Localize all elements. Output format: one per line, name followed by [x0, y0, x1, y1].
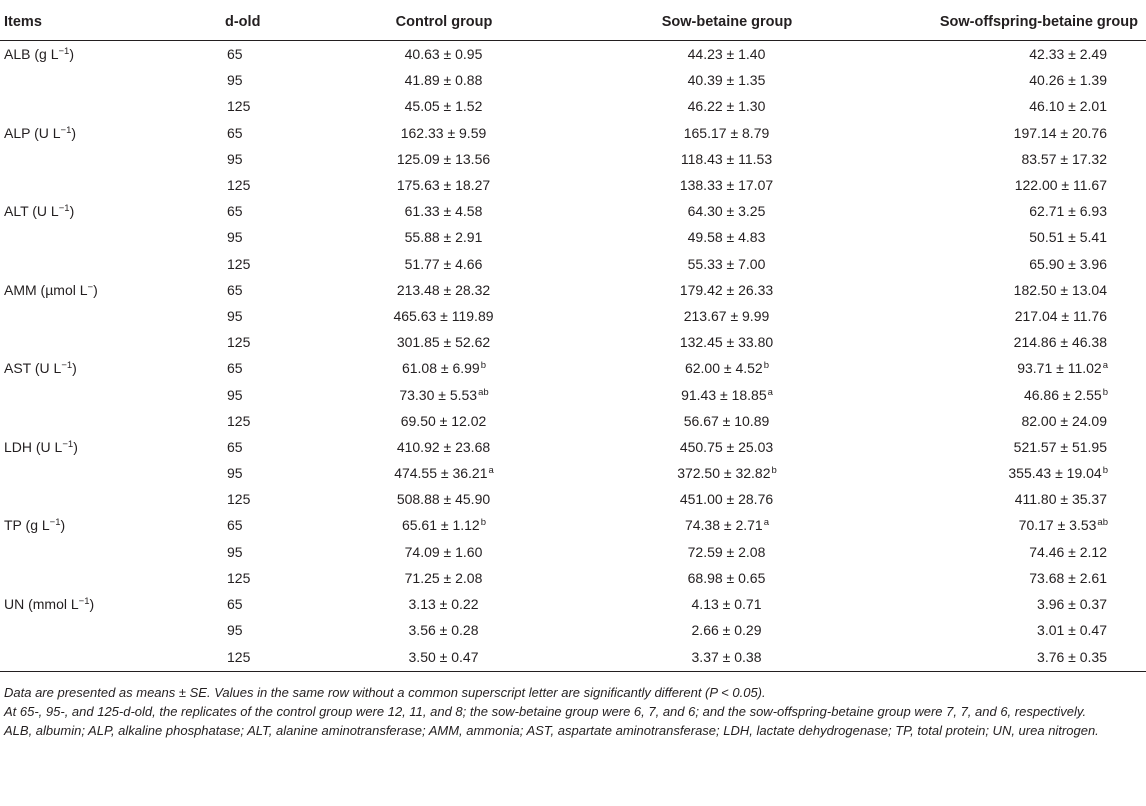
sow-betaine-value-cell: [583, 434, 841, 460]
item-label-tail: ): [89, 596, 95, 613]
footnote-abbreviations: ALB, albumin; ALP, alkaline phosphatase; ALT, alanine aminotransferase; AMM, ammonia; AST, aspartate aminotransferase; LDH, lactate dehydrogenase; TP, total protein; UN, urea nitrogen.: [4, 723, 1099, 739]
d-old-cell: 125: [227, 569, 251, 586]
item-label-tail: ): [73, 438, 78, 455]
control-value-cell: [305, 41, 583, 68]
sow-offspring-betaine-value-cell: [841, 512, 1146, 538]
mean-se-value: 410.92 ± 23.68: [396, 438, 491, 455]
mean-se-value: 44.23 ± 1.40: [687, 46, 766, 63]
mean-se-value: 521.57 ± 51.95: [1013, 438, 1107, 455]
table-row: [0, 303, 1146, 329]
sow-betaine-value-cell: [583, 539, 841, 565]
sow-betaine-value-cell: [583, 41, 841, 68]
sow-offspring-betaine-value-cell: [841, 434, 1146, 460]
significance-superscript: a: [488, 465, 494, 477]
mean-se-value: 122.00 ± 11.67: [1014, 177, 1107, 194]
table-row: [0, 41, 1146, 68]
d-old-cell: 95: [227, 229, 243, 246]
mean-se-value: 71.25 ± 2.08: [404, 569, 483, 586]
item-label: AST (U L: [4, 360, 62, 377]
sow-betaine-value-cell: [583, 512, 841, 538]
mean-se-value: 3.50 ± 0.47: [408, 649, 479, 666]
table-row: [0, 224, 1146, 250]
sow-offspring-betaine-value-cell: [841, 224, 1146, 250]
sow-offspring-betaine-value-cell: [841, 565, 1146, 591]
mean-se-value: 56.67 ± 10.89: [683, 412, 770, 429]
control-value-cell: [305, 198, 583, 224]
mean-se-value: 138.33 ± 17.07: [679, 177, 774, 194]
mean-se-value: 118.43 ± 11.53: [680, 150, 773, 167]
mean-se-value: 125.09 ± 13.56: [396, 150, 491, 167]
sow-betaine-value-cell: [583, 460, 841, 486]
control-value-cell: [305, 93, 583, 119]
mean-se-value: 55.88 ± 2.91: [404, 229, 483, 246]
item-cell: [0, 408, 185, 434]
mean-se-value: 72.59 ± 2.08: [687, 543, 766, 560]
mean-se-value: 411.80 ± 35.37: [1014, 491, 1107, 508]
d-old-cell: 125: [185, 643, 305, 672]
significance-superscript: b: [480, 360, 487, 372]
control-value-cell: [305, 539, 583, 565]
sow-offspring-betaine-value-cell: [841, 591, 1146, 617]
item-cell: [0, 251, 185, 277]
item-cell: [0, 512, 185, 538]
item-unit-superscript: −1: [58, 46, 70, 58]
item-label-tail: ): [71, 124, 77, 141]
control-value-cell: [305, 408, 583, 434]
item-cell: [0, 224, 185, 250]
item-unit-superscript: −1: [49, 517, 61, 529]
sow-betaine-value-cell: [583, 120, 841, 146]
item-cell: [0, 355, 185, 381]
mean-se-value: 2.66 ± 0.29: [691, 622, 762, 639]
sow-offspring-betaine-value-cell: [841, 172, 1146, 198]
header-control-group: Control group: [305, 4, 583, 41]
mean-se-value: 301.85 ± 52.62: [396, 334, 491, 351]
mean-se-value: 70.17 ± 3.53: [1018, 517, 1097, 534]
mean-se-value: 46.22 ± 1.30: [687, 98, 766, 115]
table-row: [0, 329, 1146, 355]
sow-betaine-value-cell: [583, 381, 841, 407]
table-row: [0, 67, 1146, 93]
d-old-cell: 125: [227, 255, 251, 272]
mean-se-value: 62.71 ± 6.93: [1029, 203, 1107, 220]
item-cell: [0, 643, 185, 672]
mean-se-value: 372.50 ± 32.82: [677, 465, 771, 482]
control-value-cell: [305, 617, 583, 643]
significance-superscript: a: [767, 386, 773, 398]
sow-offspring-betaine-value-cell: [841, 277, 1146, 303]
mean-se-value: 41.89 ± 0.88: [404, 72, 483, 89]
control-value-cell: [305, 643, 583, 672]
mean-se-value: 62.00 ± 4.52: [684, 360, 763, 377]
control-value-cell: [305, 251, 583, 277]
mean-se-value: 55.33 ± 7.00: [687, 255, 766, 272]
mean-se-value: 51.77 ± 4.66: [404, 255, 483, 272]
table-row: [0, 146, 1146, 172]
sow-offspring-betaine-value-cell: [841, 41, 1146, 68]
mean-se-value: 73.68 ± 2.61: [1029, 569, 1107, 586]
item-label: ALB (g L: [4, 46, 59, 63]
table-row: [0, 277, 1146, 303]
item-unit-superscript: −1: [58, 203, 70, 215]
control-value-cell: [305, 381, 583, 407]
sow-offspring-betaine-value-cell: [841, 355, 1146, 381]
d-old-cell: 125: [227, 334, 251, 351]
sow-betaine-value-cell: [583, 172, 841, 198]
sow-offspring-betaine-value-cell: [841, 329, 1146, 355]
control-value-cell: [305, 67, 583, 93]
table-body: [0, 41, 1146, 672]
control-value-cell: [305, 512, 583, 538]
table-row: [0, 120, 1146, 146]
sow-betaine-value-cell: [583, 277, 841, 303]
sow-offspring-betaine-value-cell: [841, 303, 1146, 329]
item-label-tail: ): [69, 46, 74, 63]
sow-offspring-betaine-value-cell: [841, 93, 1146, 119]
mean-se-value: 40.39 ± 1.35: [687, 72, 766, 89]
item-cell: [0, 381, 185, 407]
mean-se-value: 165.17 ± 8.79: [683, 124, 770, 141]
item-unit-superscript: −1: [62, 438, 74, 450]
sow-betaine-value-cell: [583, 251, 841, 277]
mean-se-value: 213.67 ± 9.99: [683, 307, 770, 324]
item-label: ALP (U L: [4, 124, 61, 141]
significance-superscript: ab: [478, 386, 489, 398]
sow-offspring-betaine-value-cell: [841, 617, 1146, 643]
item-label-tail: ): [72, 360, 77, 377]
sow-offspring-betaine-value-cell: [841, 486, 1146, 512]
mean-se-value: 182.50 ± 13.04: [1013, 281, 1107, 298]
sow-offspring-betaine-value-cell: [841, 408, 1146, 434]
sow-betaine-value-cell: [583, 224, 841, 250]
mean-se-value: 179.42 ± 26.33: [679, 281, 774, 298]
item-cell: [0, 67, 185, 93]
item-cell: [0, 277, 185, 303]
sow-offspring-betaine-value-cell: [841, 198, 1146, 224]
mean-se-value: 74.38 ± 2.71: [684, 517, 763, 534]
item-cell: [0, 172, 185, 198]
d-old-cell: 95: [227, 150, 243, 167]
d-old-cell: 125: [227, 412, 251, 429]
mean-se-value: 451.00 ± 28.76: [679, 491, 774, 508]
sow-betaine-value-cell: [583, 565, 841, 591]
d-old-cell: 65: [227, 281, 243, 298]
item-cell: [0, 565, 185, 591]
item-cell: [0, 93, 185, 119]
mean-se-value: 213.48 ± 28.32: [396, 281, 491, 298]
significance-superscript: b: [480, 517, 487, 529]
header-d-old: d-old: [185, 4, 305, 41]
mean-se-value: 82.00 ± 24.09: [1021, 412, 1107, 429]
table-row: [0, 539, 1146, 565]
item-unit-superscript: −1: [60, 124, 72, 136]
d-old-cell: 65: [227, 517, 243, 534]
mean-se-value: 3.76 ± 0.35: [1037, 649, 1107, 666]
control-value-cell: [305, 224, 583, 250]
header-sow-offspring-betaine-group: Sow-offspring-betaine group: [841, 4, 1146, 41]
mean-se-value: 214.86 ± 46.38: [1013, 334, 1107, 351]
item-cell: [0, 617, 185, 643]
item-unit-superscript: −: [87, 281, 94, 293]
mean-se-value: 65.90 ± 3.96: [1029, 255, 1107, 272]
item-cell: [0, 539, 185, 565]
header-sow-betaine-group: Sow-betaine group: [583, 4, 841, 41]
mean-se-value: 132.45 ± 33.80: [679, 334, 774, 351]
mean-se-value: 450.75 ± 25.03: [679, 438, 774, 455]
mean-se-value: 91.43 ± 18.85: [681, 386, 767, 403]
item-cell: [0, 460, 185, 486]
sow-betaine-value-cell: [583, 93, 841, 119]
table-row: [0, 486, 1146, 512]
d-old-cell: 65: [227, 438, 243, 455]
mean-se-value: 40.63 ± 0.95: [404, 46, 483, 63]
item-label: UN (mmol L: [4, 596, 79, 613]
table-row: [0, 565, 1146, 591]
item-label-tail: ): [69, 203, 75, 220]
mean-se-value: 69.50 ± 12.02: [400, 412, 487, 429]
mean-se-value: 45.05 ± 1.52: [404, 98, 483, 115]
significance-superscript: a: [1102, 360, 1108, 372]
footnote-replicates: At 65-, 95-, and 125-d-old, the replicates of the control group were 12, 11, and 8; the sow-betaine group were 6, 7, and 6; and the sow-offspring-betaine group were 7, 7, and 6, respectively.: [4, 704, 1087, 720]
sow-betaine-value-cell: [583, 408, 841, 434]
control-value-cell: [305, 303, 583, 329]
d-old-cell: 95: [227, 465, 243, 482]
control-value-cell: [305, 486, 583, 512]
mean-se-value: 3.56 ± 0.28: [408, 622, 479, 639]
d-old-cell: 95: [227, 543, 243, 560]
table-row: [0, 408, 1146, 434]
d-old-cell: 95: [227, 307, 243, 324]
table-footnotes: [0, 672, 1146, 740]
significance-superscript: b: [1102, 386, 1108, 398]
table-row: [0, 591, 1146, 617]
table-row: [0, 198, 1146, 224]
control-value-cell: [305, 277, 583, 303]
control-value-cell: [305, 329, 583, 355]
d-old-cell: 65: [227, 596, 243, 613]
mean-se-value: 46.10 ± 2.01: [1029, 98, 1107, 115]
control-value-cell: [305, 120, 583, 146]
item-label: LDH (U L: [4, 438, 63, 455]
table-row: [0, 355, 1146, 381]
sow-betaine-value-cell: [583, 146, 841, 172]
table-row: [0, 251, 1146, 277]
item-cell: [0, 198, 185, 224]
d-old-cell: 65: [227, 46, 243, 63]
item-cell: [0, 486, 185, 512]
header-row: [0, 4, 1146, 41]
item-label-tail: ): [93, 281, 98, 298]
sow-offspring-betaine-value-cell: [841, 643, 1146, 672]
header-items: Items: [0, 4, 185, 41]
sow-betaine-value-cell: [583, 643, 841, 672]
table-row: [0, 617, 1146, 643]
item-cell: [0, 120, 185, 146]
sow-betaine-value-cell: [583, 67, 841, 93]
mean-se-value: 162.33 ± 9.59: [400, 124, 487, 141]
mean-se-value: 46.86 ± 2.55: [1023, 386, 1102, 403]
d-old-cell: 125: [227, 98, 251, 115]
mean-se-value: 40.26 ± 1.39: [1029, 72, 1107, 89]
sow-offspring-betaine-value-cell: [841, 146, 1146, 172]
table-header: [0, 4, 1146, 41]
mean-se-value: 65.61 ± 1.12: [401, 517, 480, 534]
table-row: [0, 434, 1146, 460]
mean-se-value: 474.55 ± 36.21: [394, 465, 488, 482]
sow-offspring-betaine-value-cell: [841, 251, 1146, 277]
item-unit-superscript: −1: [78, 596, 90, 608]
mean-se-value: 3.01 ± 0.47: [1037, 622, 1107, 639]
d-old-cell: 65: [227, 124, 243, 141]
item-label-tail: ): [60, 517, 66, 534]
sow-betaine-value-cell: [583, 486, 841, 512]
mean-se-value: 68.98 ± 0.65: [687, 569, 766, 586]
item-cell: [0, 329, 185, 355]
item-cell: [0, 41, 185, 68]
table-row: [0, 460, 1146, 486]
sow-offspring-betaine-value-cell: [841, 120, 1146, 146]
control-value-cell: [305, 434, 583, 460]
item-cell: [0, 434, 185, 460]
mean-se-value: 3.96 ± 0.37: [1037, 596, 1107, 613]
mean-se-value: 83.57 ± 17.32: [1021, 150, 1107, 167]
sow-betaine-value-cell: [583, 617, 841, 643]
significance-superscript: ab: [1097, 517, 1108, 529]
mean-se-value: 355.43 ± 19.04: [1008, 465, 1102, 482]
mean-se-value: 61.08 ± 6.99: [401, 360, 480, 377]
item-cell: [0, 591, 185, 617]
d-old-cell: 95: [227, 622, 243, 639]
control-value-cell: [305, 460, 583, 486]
footnote-statistics: Data are presented as means ± SE. Values in the same row without a common superscript letter are significantly different (P < 0.05).: [4, 685, 766, 701]
d-old-cell: 125: [227, 177, 251, 194]
table-row: [0, 512, 1146, 538]
sow-betaine-value-cell: [583, 198, 841, 224]
results-table: [0, 4, 1146, 672]
control-value-cell: [305, 355, 583, 381]
item-cell: [0, 303, 185, 329]
significance-superscript: b: [763, 360, 770, 372]
mean-se-value: 74.09 ± 1.60: [404, 543, 483, 560]
mean-se-value: 197.14 ± 20.76: [1013, 124, 1107, 141]
control-value-cell: [305, 146, 583, 172]
mean-se-value: 3.13 ± 0.22: [408, 596, 479, 613]
sow-betaine-value-cell: [583, 591, 841, 617]
table-row: [0, 643, 1146, 672]
sow-offspring-betaine-value-cell: [841, 539, 1146, 565]
d-old-cell: 95: [227, 72, 243, 89]
table-row: [0, 381, 1146, 407]
d-old-cell: 65: [227, 360, 243, 377]
mean-se-value: 175.63 ± 18.27: [396, 177, 491, 194]
mean-se-value: 42.33 ± 2.49: [1029, 46, 1107, 63]
control-value-cell: [305, 172, 583, 198]
mean-se-value: 93.71 ± 11.02: [1017, 360, 1102, 377]
control-value-cell: [305, 591, 583, 617]
sow-offspring-betaine-value-cell: [841, 381, 1146, 407]
table-row: [0, 93, 1146, 119]
sow-offspring-betaine-value-cell: [841, 67, 1146, 93]
d-old-cell: 65: [227, 203, 243, 220]
mean-se-value: 64.30 ± 3.25: [687, 203, 766, 220]
mean-se-value: 508.88 ± 45.90: [396, 491, 491, 508]
table-row: [0, 172, 1146, 198]
mean-se-value: 50.51 ± 5.41: [1029, 229, 1107, 246]
d-old-cell: 95: [227, 386, 243, 403]
sow-offspring-betaine-value-cell: [841, 460, 1146, 486]
item-label: TP (g L: [4, 517, 50, 534]
significance-superscript: b: [771, 465, 777, 477]
mean-se-value: 3.37 ± 0.38: [691, 649, 762, 666]
item-cell: [0, 146, 185, 172]
significance-superscript: b: [1102, 465, 1108, 477]
mean-se-value: 49.58 ± 4.83: [687, 229, 766, 246]
sow-betaine-value-cell: [583, 329, 841, 355]
item-unit-superscript: −1: [61, 360, 73, 372]
control-value-cell: [305, 565, 583, 591]
mean-se-value: 73.30 ± 5.53: [399, 386, 478, 403]
sow-betaine-value-cell: [583, 355, 841, 381]
d-old-cell: 125: [227, 491, 251, 508]
sow-betaine-value-cell: [583, 303, 841, 329]
significance-superscript: a: [763, 517, 770, 529]
mean-se-value: 74.46 ± 2.12: [1029, 543, 1107, 560]
mean-se-value: 217.04 ± 11.76: [1014, 307, 1107, 324]
item-label: AMM (µmol L: [4, 281, 88, 298]
mean-se-value: 61.33 ± 4.58: [404, 203, 483, 220]
mean-se-value: 4.13 ± 0.71: [691, 596, 762, 613]
mean-se-value: 465.63 ± 119.89: [393, 307, 494, 324]
item-label: ALT (U L: [4, 203, 59, 220]
